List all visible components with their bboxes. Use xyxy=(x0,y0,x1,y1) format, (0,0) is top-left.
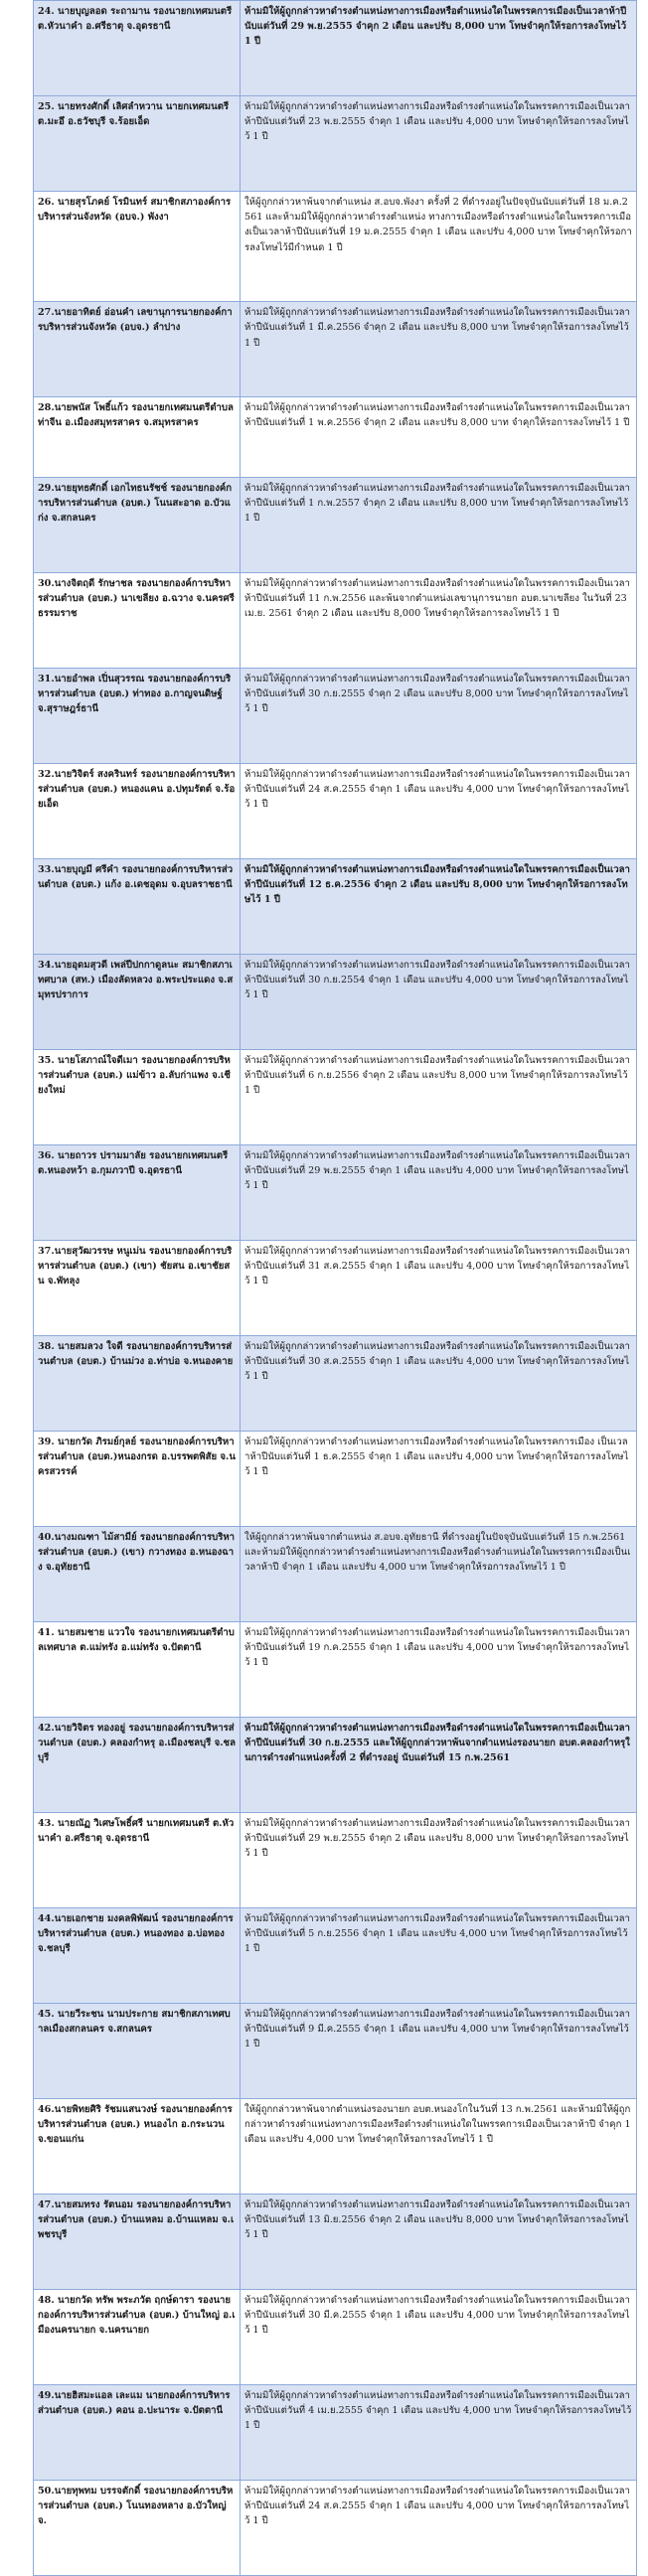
verdict-cell: ห้ามมิให้ผู้ถูกกล่าวหาดำรงตำแหน่งทางการเมืองหรือดำรงตำแหน่งใดในพรรคการเมืองเป็นเวลาห้าปีนับแต่วันที่ 29 พ.ย.2555 จำคุก 1 เดือน และปรับ 4,000 บาท โทษจำคุกให้รอการลงโทษไว้ 1 ปี xyxy=(241,1145,637,1241)
table-row xyxy=(34,2195,637,2290)
verdict-table xyxy=(33,0,637,2576)
verdict-cell: ห้ามมิให้ผู้ถูกกล่าวหาดำรงตำแหน่งทางการเมืองหรือดำรงตำแหน่งใดในพรรคการเมืองเป็นเวลาห้าปีนับแต่วันที่ 29 พ.ย.2555 จำคุก 2 เดือน และปรับ 8,000 บาท โทษจำคุกให้รอการลงโทษไว้ 1 ปี xyxy=(241,1813,637,1908)
verdict-table-sheet xyxy=(33,0,634,2576)
official-name-cell: 33.นายบุญมี ศรีคำ รองนายกองค์การบริหารส่วนตำบล (อบต.) แก้ง อ.เดชอุดม จ.อุบลราชธานี xyxy=(34,859,241,955)
official-name-cell: 31.นายอำพล เปิ่นสุวรรณ รองนายกองค์การบริหารส่วนตำบล (อบต.) ท่าทอง อ.กาญจนดิษฐ์ จ.สุราษฎร์ธานี xyxy=(34,669,241,764)
verdict-cell: ห้ามมิให้ผู้ถูกกล่าวหาดำรงตำแหน่งทางการเมืองหรือดำรงตำแหน่งใดในพรรคการเมือง เป็นเวลาห้าปีนับแต่วันที่ 1 ธ.ค.2555 จำคุก 1 เดือน และปรับ 4,000 บาท โทษจำคุกให้รอการลงโทษไว้ 1 ปี xyxy=(241,1432,637,1527)
official-name-cell: 46.นายพิทยศิริ รัชมแสนวงษ์ รองนายกองค์การบริหารส่วนตำบล (อบต.) หนองไก อ.กระนวน จ.ขอนแก่น xyxy=(34,2099,241,2195)
table-row xyxy=(34,1527,637,1622)
table-row xyxy=(34,2385,637,2481)
verdict-cell: ห้ามมิให้ผู้ถูกกล่าวหาดำรงตำแหน่งทางการเมืองหรือดำรงตำแหน่งใดในพรรคการเมืองเป็นเวลาห้าปีนับแต่วันที่ 23 พ.ย.2555 จำคุก 1 เดือน และปรับ 4,000 บาท โทษจำคุกให้รอการลงโทษไว้ 1 ปี xyxy=(241,96,637,192)
official-name-cell: 39. นายกวัด ภิรมย์กุลย์ รองนายกองค์การบริหารส่วนตำบล (อบต.)หนองกรด อ.บรรพตพิสัย จ.นครสวรรค์ xyxy=(34,1432,241,1527)
verdict-cell: ห้ามมิให้ผู้ถูกกล่าวหาดำรงตำแหน่งทางการเมืองหรือดำรงตำแหน่งใดในพรรคการเมืองเป็นเวลาห้าปีนับแต่วันที่ 6 ก.ย.2556 จำคุก 2 เดือน และปรับ 8,000 บาท โทษจำคุกให้รอการลงโทษไว้ 1 ปี xyxy=(241,1050,637,1145)
official-name-cell: 38. นายสมลวง ใจดี รองนายกองค์การบริหารส่วนตำบล (อบต.) บ้านม่วง อ.ท่าบ่อ จ.หนองคาย xyxy=(34,1336,241,1432)
table-row xyxy=(34,859,637,955)
verdict-cell: ห้ามมิให้ผู้ถูกกล่าวหาดำรงตำแหน่งทางการเมืองหรือดำรงตำแหน่งใดในพรรคการเมืองเป็นเวลาห้าปีนับแต่วันที่ 30 ก.ย.2555 และให้ผู้ถูกกล่าวหาพ้นจากตำแหน่งรองนายก อบต.คลองกำหรุในการดำรงตำแหน่งครั้งที่ 2 ที่ดำรงอยู่ นับแต่วันที่ 15 ก.พ.2561 xyxy=(241,1718,637,1813)
table-row xyxy=(34,1718,637,1813)
table-row xyxy=(34,2004,637,2099)
verdict-cell: ให้ผู้ถูกกล่าวหาพ้นจากตำแหน่ง ส.อบจ.พังงา ครั้งที่ 2 ที่ดำรงอยู่ในปัจจุบันนับแต่วันที่ 18 ม.ค.2561 และห้ามมิให้ผู้ถูกกล่าวหาดำรงตำแหน่ง ทางการเมืองหรือดำรงตำแหน่งใดในพรรคการเมืองเป็นเวลาห้าปีนับแต่วันที่ 19 ม.ค.2555 จำคุก 1 เดือน และปรับ 4,000 บาท โทษจำคุกให้รอการลงโทษไว้มีกำหนด 1 ปี xyxy=(241,192,637,302)
official-name-cell: 25. นายทรงศักดิ์ เลิศลำหวาน นายกเทศมนตรี ต.มะอึ อ.ธวัชบุรี จ.ร้อยเอ็ด xyxy=(34,96,241,192)
verdict-cell: ห้ามมิให้ผู้ถูกกล่าวหาดำรงตำแหน่งทางการเมืองหรือดำรงตำแหน่งใดในพรรคการเมืองเป็นเวลาห้าปีนับแต่วันที่ 13 มิ.ย.2556 จำคุก 2 เดือน และปรับ 8,000 บาท โทษจำคุกให้รอการลงโทษไว้ 1 ปี xyxy=(241,2195,637,2290)
verdict-cell: ห้ามมิให้ผู้ถูกกล่าวหาดำรงตำแหน่งทางการเมืองหรือดำรงตำแหน่งใดในพรรคการเมืองเป็นเวลาห้าปีนับแต่วันที่ 30 ก.ย.2555 จำคุก 2 เดือน และปรับ 8,000 บาท โทษจำคุกให้รอการลงโทษไว้ 1 ปี xyxy=(241,669,637,764)
official-name-cell: 35. นายโสภาณ์ใจดีเมา รองนายกองค์การบริหารส่วนตำบล (อบต.) แม่ข้าว อ.ลับก่าแพง จ.เชียงใหม่ xyxy=(34,1050,241,1145)
verdict-table-body xyxy=(34,1,637,2576)
verdict-cell: ห้ามมิให้ผู้ถูกกล่าวหาดำรงตำแหน่งทางการเมืองหรือดำรงตำแหน่งใดในพรรคการเมืองเป็นเวลาห้าปีนับแต่วันที่ 5 ก.ย.2556 จำคุก 1 เดือน และปรับ 4,000 บาท โทษจำคุกให้รอการลงโทษไว้ 1 ปี xyxy=(241,1908,637,2004)
verdict-cell: ให้ผู้ถูกกล่าวหาพ้นจากตำแหน่งรองนายก อบต.หนองโกในวันที่ 13 ก.พ.2561 และห้ามมิให้ผู้ถูกกล่าวหาดำรงตำแหน่งทางการเมืองหรือดำรงตำแหน่งใดในพรรคการเมืองเป็นเวลาห้าปี จำคุก 1 เดือน และปรับ 4,000 บาท โทษจำคุกให้รอการลงโทษไว้ 1 ปี xyxy=(241,2099,637,2195)
official-name-cell: 28.นายพนัส โพธิ์แก้ว รองนายกเทศมนตรีตำบลท่าจีน อ.เมืองสมุทรสาคร จ.สมุทรสาคร xyxy=(34,397,241,478)
verdict-cell: ห้ามมิให้ผู้ถูกกล่าวหาดำรงตำแหน่งทางการเมืองหรือตำแหน่งใดในพรรคการเมืองเป็นเวลาห้าปีนับแต่วันที่ 29 พ.ย.2555 จำคุก 2 เดือน และปรับ 8,000 บาท โทษจำคุกให้รอการลงโทษไว้ 1 ปี xyxy=(241,1,637,96)
verdict-cell: ห้ามมิให้ผู้ถูกกล่าวหาดำรงตำแหน่งทางการเมืองหรือดำรงตำแหน่งใดในพรรคการเมืองเป็นเวลาห้าปีนับแต่วันที่ 24 ส.ค.2555 จำคุก 1 เดือน และปรับ 4,000 บาท โทษจำคุกให้รอการลงโทษไว้ 1 ปี xyxy=(241,2481,637,2576)
official-name-cell: 44.นายเอกชาย มงคลพิพัฒน์ รองนายกองค์การบริหารส่วนตำบล (อบต.) หนองทอง อ.บ่อทอง จ.ชลบุรี xyxy=(34,1908,241,2004)
official-name-cell: 36. นายถาวร ปรามมาลัย รองนายกเทศมนตรี ต.หนองหว้า อ.กุมภวาปี จ.อุดรธานี xyxy=(34,1145,241,1241)
official-name-cell: 42.นายวิจิตร ทองอยู่ รองนายกองค์การบริหารส่วนตำบล (อบต.) คลองกำหรุ อ.เมืองชลบุรี จ.ชลบุรี xyxy=(34,1718,241,1813)
table-row xyxy=(34,2099,637,2195)
verdict-cell: ห้ามมิให้ผู้ถูกกล่าวหาดำรงตำแหน่งทางการเมืองหรือดำรงตำแหน่งใดในพรรคการเมืองเป็นเวลาห้าปีนับแต่วันที่ 11 ก.พ.2556 และพ้นจากตำแหน่งเลขานุการนายก อบต.นาเขลียง ในวันที่ 23 เม.ย. 2561 จำคุก 2 เดือน และปรับ 8,000 โทษจำคุกให้รอการลงโทษไว้ 1 ปี xyxy=(241,573,637,669)
official-name-cell: 50.นายทุพทม บรรจตักดิ์ รองนายกองค์การบริหารส่วนตำบล (อบต.) โนนทองหลาง อ.บัวใหญ่ จ. xyxy=(34,2481,241,2576)
table-row xyxy=(34,1050,637,1145)
official-name-cell: 43. นายณัฏ วิเศษโพธิ์ศรี นายกเทศมนตรี ต.หัวนาคำ อ.ศรีธาตุ จ.อุดรธานี xyxy=(34,1813,241,1908)
verdict-cell: ห้ามมิให้ผู้ถูกกล่าวหาดำรงตำแหน่งทางการเมืองหรือดำรงตำแหน่งใดในพรรคการเมืองเป็นเวลาห้าปีนับแต่วันที่ 24 ส.ค.2555 จำคุก 1 เดือน และปรับ 4,000 บาท โทษจำคุกให้รอการลงโทษไว้ 1 ปี xyxy=(241,764,637,859)
table-row xyxy=(34,669,637,764)
official-name-cell: 41. นายสมชาย แววใจ รองนายกเทศมนตรีตำบลเทศบาล ต.แม่ทรัง อ.แม่ทรัง จ.ปัตตานี xyxy=(34,1622,241,1718)
verdict-cell: ห้ามมิให้ผู้ถูกกล่าวหาดำรงตำแหน่งทางการเมืองหรือดำรงตำแหน่งใดในพรรคการเมืองเป็นเวลาห้าปีนับแต่วันที่ 1 มี.ค.2556 จำคุก 2 เดือน และปรับ 8,000 บาท โทษจำคุกให้รอการลงโทษไว้ 1 ปี xyxy=(241,302,637,397)
table-row xyxy=(34,2481,637,2576)
table-row xyxy=(34,955,637,1050)
table-row xyxy=(34,1145,637,1241)
official-name-cell: 48. นายกวัด ทรัพ พระภวัต ฤกษ์ดารา รองนายกองค์การบริหารส่วนตำบล (อบต.) บ้านใหญ่ อ.เมืองนครนายก จ.นครนายก xyxy=(34,2290,241,2385)
table-row xyxy=(34,1,637,96)
official-name-cell: 30.นางจิตฤดี รักษาชล รองนายกองค์การบริหารส่วนตำบล (อบต.) นาเขลียง อ.ฉวาง จ.นครศรีธรรมราช xyxy=(34,573,241,669)
verdict-cell: ให้ผู้ถูกกล่าวหาพ้นจากตำแหน่ง ส.อบจ.อุทัยธานี ที่ดำรงอยู่ในปัจจุบันนับแต่วันที่ 15 ก.พ.2561 และห้ามมิให้ผู้ถูกกล่าวหาดำรงตำแหน่งทางการเมืองหรือดำรงตำแหน่งใดในพรรคการเมืองเป็นเวลาห้าปี จำคุก 1 เดือน และปรับ 4,000 บาท โทษจำคุกให้รอการลงโทษไว้ 1 ปี xyxy=(241,1527,637,1622)
verdict-cell: ห้ามมิให้ผู้ถูกกล่าวหาดำรงตำแหน่งทางการเมืองหรือดำรงตำแหน่งใดในพรรคการเมืองเป็นเวลาห้าปีนับแต่วันที่ 19 ก.ค.2555 จำคุก 1 เดือน และปรับ 4,000 บาท โทษจำคุกให้รอการลงโทษไว้ 1 ปี xyxy=(241,1622,637,1718)
verdict-cell: ห้ามมิให้ผู้ถูกกล่าวหาดำรงตำแหน่งทางการเมืองหรือดำรงตำแหน่งใดในพรรคการเมืองเป็นเวลาห้าปีนับแต่วันที่ 31 ส.ค.2555 จำคุก 1 เดือน และปรับ 4,000 บาท โทษจำคุกให้รอการลงโทษไว้ 1 ปี xyxy=(241,1241,637,1336)
table-row xyxy=(34,764,637,859)
verdict-cell: ห้ามมิให้ผู้ถูกกล่าวหาดำรงตำแหน่งทางการเมืองหรือดำรงตำแหน่งใดในพรรคการเมืองเป็นเวลาห้าปีนับแต่วันที่ 12 ธ.ค.2556 จำคุก 2 เดือน และปรับ 8,000 บาท โทษจำคุกให้รอการลงโทษไว้ 1 ปี xyxy=(241,859,637,955)
official-name-cell: 32.นายวิจิตร์ สงครินทร์ รองนายกองค์การบริหารส่วนตำบล (อบต.) หนองแคน อ.ปทุมรัตต์ จ.ร้อยเอ็ด xyxy=(34,764,241,859)
official-name-cell: 34.นายอุดมสุวดี เพล่ปีปกกาดูลนะ สมาชิกสภาเทศบาล (สท.) เมืองลัดหลวง อ.พระประแดง จ.สมุทรปราการ xyxy=(34,955,241,1050)
table-row xyxy=(34,397,637,478)
verdict-cell: ห้ามมิให้ผู้ถูกกล่าวหาดำรงตำแหน่งทางการเมืองหรือดำรงตำแหน่งใดในพรรคการเมืองเป็นเวลาห้าปีนับแต่วันที่ 30 ส.ค.2555 จำคุก 1 เดือน และปรับ 4,000 บาท โทษจำคุกให้รอการลงโทษไว้ 1 ปี xyxy=(241,1336,637,1432)
official-name-cell: 27.นายอาทิตย์ อ่อนคำ เลขานุการนายกองค์การบริหารส่วนจังหวัด (อบจ.) ลำปาง xyxy=(34,302,241,397)
table-row xyxy=(34,1813,637,1908)
table-row xyxy=(34,1241,637,1336)
table-row xyxy=(34,478,637,573)
official-name-cell: 37.นายสุวัฒวรรษ หนูเม่น รองนายกองค์การบริหารส่วนตำบล (อบต.) (เขา) ชัยสน อ.เขาชัยสน จ.พัทลุง xyxy=(34,1241,241,1336)
table-row xyxy=(34,2290,637,2385)
official-name-cell: 49.นายฮิสมะแอล เละแม นายกองค์การบริหารส่วนตำบล (อบต.) คอน อ.ปะนาระ จ.ปัตตานี xyxy=(34,2385,241,2481)
verdict-cell: ห้ามมิให้ผู้ถูกกล่าวหาดำรงตำแหน่งทางการเมืองหรือดำรงตำแหน่งใดในพรรคการเมืองเป็นเวลาห้าปีนับแต่วันที่ 30 ก.ย.2554 จำคุก 1 เดือน และปรับ 4,000 บาท โทษจำคุกให้รอการลงโทษไว้ 1 ปี xyxy=(241,955,637,1050)
table-row xyxy=(34,573,637,669)
table-row xyxy=(34,302,637,397)
verdict-cell: ห้ามมิให้ผู้ถูกกล่าวหาดำรงตำแหน่งทางการเมืองหรือดำรงตำแหน่งใดในพรรคการเมืองเป็นเวลาห้าปีนับแต่วันที่ 9 มี.ค.2555 จำคุก 1 เดือน และปรับ 4,000 บาท โทษจำคุกให้รอการลงโทษไว้ 1 ปี xyxy=(241,2004,637,2099)
official-name-cell: 29.นายยุทธศักดิ์ เอกไทธนรัชช์ รองนายกองค์การบริหารส่วนตำบล (อบต.) โนนสะอาด อ.บัวแก่ง จ.สกลนคร xyxy=(34,478,241,573)
verdict-cell: ห้ามมิให้ผู้ถูกกล่าวหาดำรงตำแหน่งทางการเมืองหรือดำรงตำแหน่งใดในพรรคการเมืองเป็นเวลาห้าปีนับแต่วันที่ 1 ก.พ.2557 จำคุก 2 เดือน และปรับ 8,000 บาท โทษจำคุกให้รอการลงโทษไว้ 1 ปี xyxy=(241,478,637,573)
verdict-cell: ห้ามมิให้ผู้ถูกกล่าวหาดำรงตำแหน่งทางการเมืองหรือดำรงตำแหน่งใดในพรรคการเมืองเป็นเวลาห้าปีนับแต่วันที่ 4 เม.ย.2555 จำคุก 1 เดือน และปรับ 4,000 บาท โทษจำคุกให้รอการลงโทษไว้ 1 ปี xyxy=(241,2385,637,2481)
verdict-cell: ห้ามมิให้ผู้ถูกกล่าวหาดำรงตำแหน่งทางการเมืองหรือดำรงตำแหน่งใดในพรรคการเมืองเป็นเวลาห้าปีนับแต่วันที่ 30 มี.ค.2555 จำคุก 1 เดือน และปรับ 4,000 บาท โทษจำคุกให้รอการลงโทษไว้ 1 ปี xyxy=(241,2290,637,2385)
table-row xyxy=(34,1336,637,1432)
table-row xyxy=(34,1908,637,2004)
official-name-cell: 26. นายสุรโภคย์ โรมินทร์ สมาชิกสภาองค์การบริหารส่วนจังหวัด (อบจ.) พังงา xyxy=(34,192,241,302)
table-row xyxy=(34,1432,637,1527)
table-row xyxy=(34,96,637,192)
official-name-cell: 24. นายบุญลอด ระถามาน รองนายกเทศมนตรี ต.หัวนาคำ อ.ศรีธาตุ จ.อุดรธานี xyxy=(34,1,241,96)
official-name-cell: 40.นางมณฑา ไม้สามีย์ รองนายกองค์การบริหารส่วนตำบล (อบต.) (เขา) กวางทอง อ.หนองฉาง จ.อุทัยธานี xyxy=(34,1527,241,1622)
verdict-cell: ห้ามมิให้ผู้ถูกกล่าวหาดำรงตำแหน่งทางการเมืองหรือดำรงตำแหน่งใดในพรรคการเมืองเป็นเวลาห้าปีนับแต่วันที่ 1 พ.ค.2556 จำคุก 2 เดือน และปรับ 8,000 บาท จำคุกให้รอการลงโทษไว้ 1 ปี xyxy=(241,397,637,478)
table-row xyxy=(34,1622,637,1718)
official-name-cell: 47.นายสมทรง รัตนอม รองนายกองค์การบริหารส่วนตำบล (อบต.) บ้านแหลม อ.บ้านแหลม จ.เพชรบุรี xyxy=(34,2195,241,2290)
official-name-cell: 45. นายวีระชน นามประกาย สมาชิกสภาเทศบาลเมืองสกลนคร จ.สกลนคร xyxy=(34,2004,241,2099)
table-row xyxy=(34,192,637,302)
